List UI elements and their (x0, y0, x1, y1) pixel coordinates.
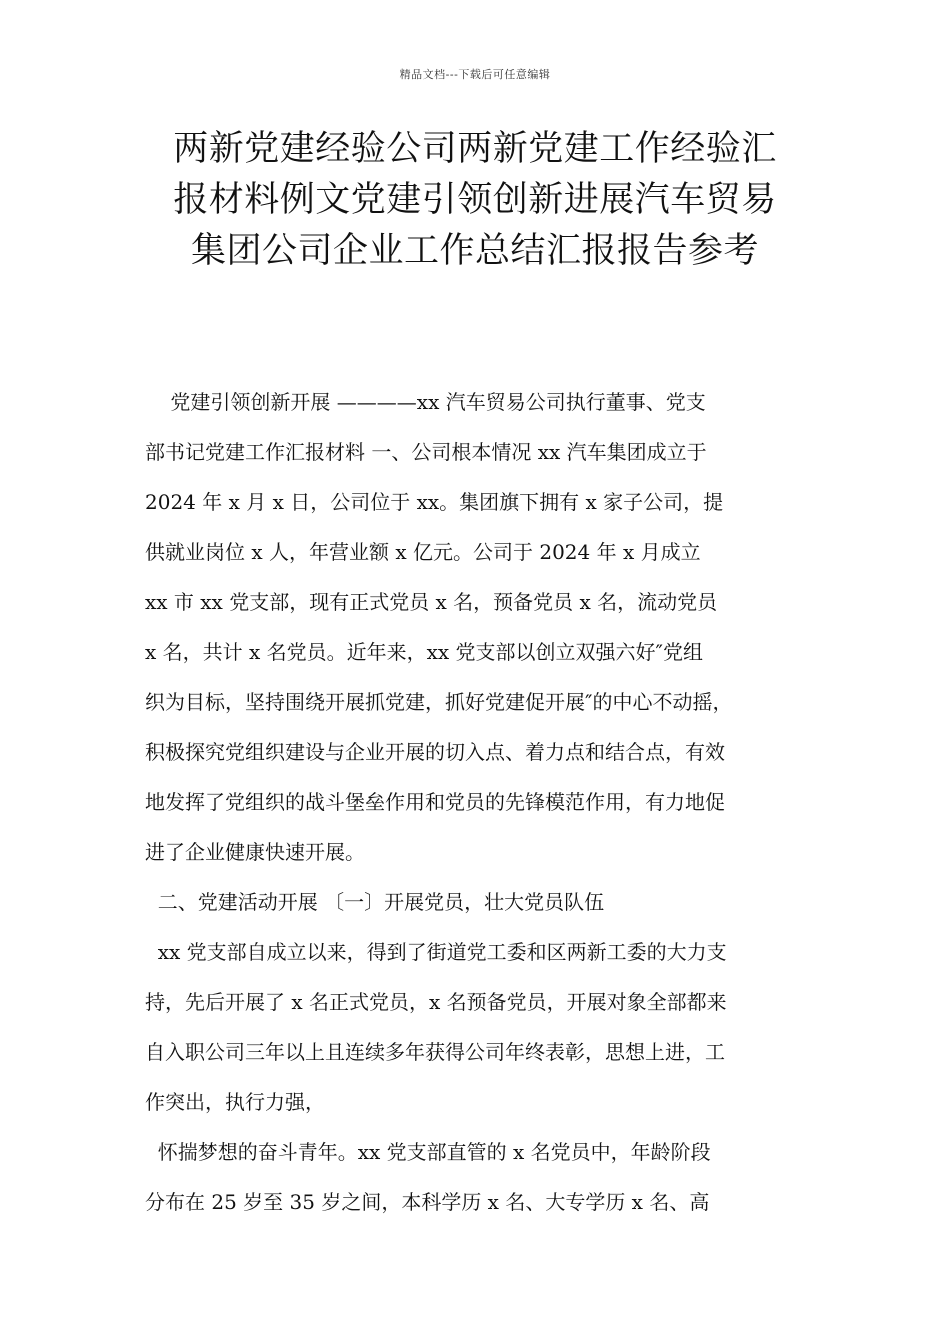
body-line: 积极探究党组织建设与企业开展的切入点、着力点和结合点，有效 (145, 740, 725, 764)
body-line: 怀揣梦想的奋斗青年。xx 党支部直管的 x 名党员中，年龄阶段 (145, 1140, 711, 1164)
body-line: xx 党支部自成立以来，得到了街道党工委和区两新工委的大力支 (145, 940, 727, 964)
body-line: 部书记党建工作汇报材料 一、公司根本情况 xx 汽车集团成立于 (145, 440, 707, 464)
body-line: 2024 年 x 月 x 日，公司位于 xx。集团旗下拥有 x 家子公司，提 (145, 490, 724, 514)
header-note: 精品文档---下载后可任意编辑 (399, 68, 551, 81)
title-line: 报材料例文党建引领创新进展汽车贸易 (173, 180, 777, 220)
body-line: xx 市 xx 党支部，现有正式党员 x 名，预备党员 x 名，流动党员 (145, 590, 718, 614)
title-line: 两新党建经验公司两新党建工作经验汇 (173, 129, 777, 169)
body-line: 作突出，执行力强， (145, 1090, 325, 1114)
body-line: 地发挥了党组织的战斗堡垒作用和党员的先锋模范作用，有力地促 (145, 790, 725, 814)
document-body (145, 377, 835, 1227)
document-title (120, 124, 830, 277)
body-line: 供就业岗位 x 人，年营业额 x 亿元。公司于 2024 年 x 月成立 (145, 540, 701, 564)
title-line: 集团公司企业工作总结汇报报告参考 (190, 231, 759, 271)
body-line: x 名，共计 x 名党员。近年来，xx 党支部以创立双强六好″党组 (145, 640, 704, 664)
body-line: 分布在 25 岁至 35 岁之间，本科学历 x 名、大专学历 x 名、高 (145, 1190, 710, 1214)
section-heading: 二、党建活动开展 〔一〕开展党员，壮大党员队伍 (145, 890, 605, 914)
body-line: 织为目标，坚持围绕开展抓党建，抓好党建促开展″的中心不动摇， (145, 690, 733, 714)
body-line: 进了企业健康快速开展。 (145, 840, 365, 864)
body-line: 自入职公司三年以上且连续多年获得公司年终表彰，思想上进，工 (145, 1040, 725, 1064)
body-line: 党建引领创新开展 ————xx 汽车贸易公司执行董事、党支 (145, 390, 706, 414)
body-line: 持，先后开展了 x 名正式党员，x 名预备党员，开展对象全部都来 (145, 990, 727, 1014)
